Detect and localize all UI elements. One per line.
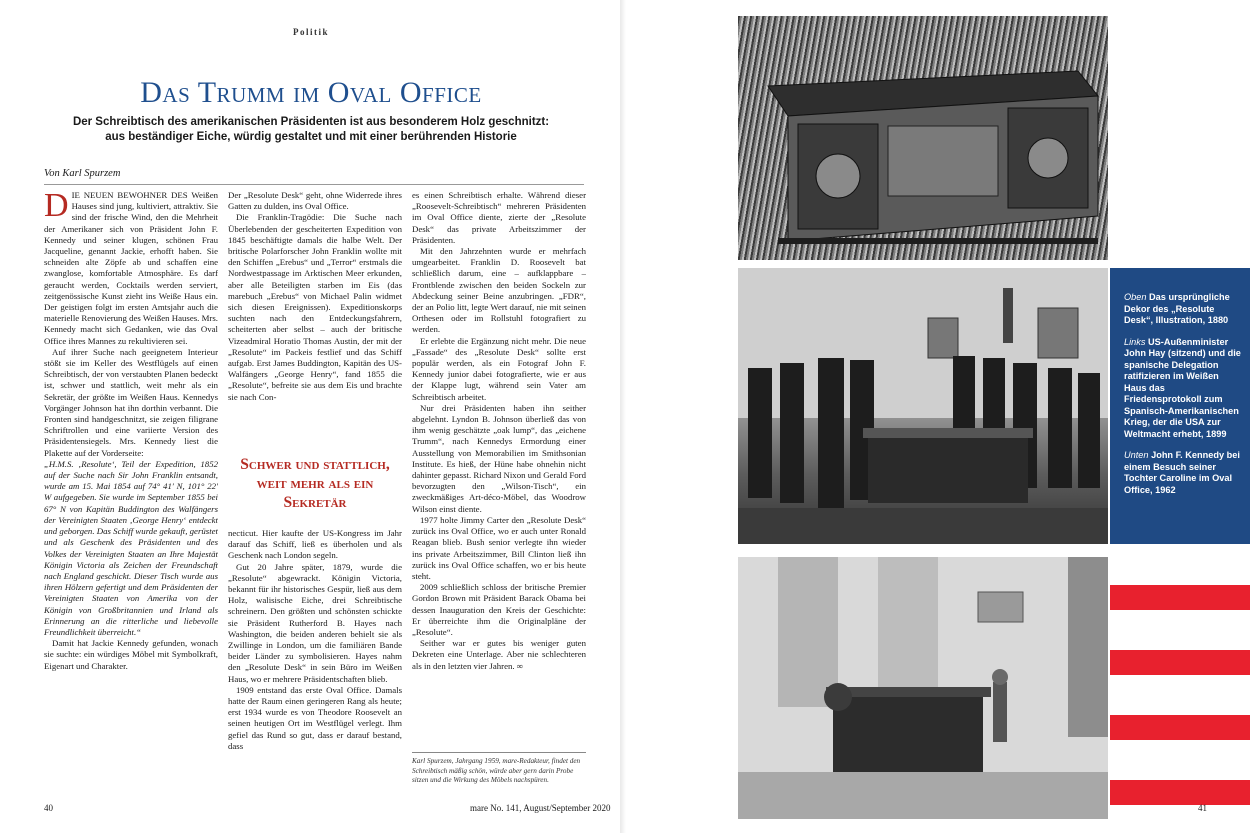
paragraph: necticut. Hier kaufte der US-Kongress im Jahr darauf das Schiff, ließ es überholen und als Geschenk nach London segeln. <box>228 528 402 561</box>
paragraph: Auf ihrer Suche nach geeignetem Interieur stößt sie im Keller des Westflügels auf einen Schreibtisch, der von verstaubten Planen bedeckt ist, schwer und stattlich, weit mehr als ein Sekretär, der größte im Weißen Haus. Kennedys Vorgänger Johnson hat ihn dorthin verbannt. Die Fronten sind handgeschnitzt, sie zeigen filigrane Schriftrollen und eine variierte Version des Präsidentensiegels. Mrs. Kennedy liest die Plakette auf der Vorderseite: <box>44 346 218 458</box>
section-label: Politik <box>292 27 329 37</box>
bio-rule <box>412 752 586 753</box>
paragraph: 1909 entstand das erste Oval Office. Damals hatte der Raum einen geringeren Rang als heute; erst 1934 wurde es von Theodore Roosevelt an seinen heutigen Ort im Westflügel verlegt. Ihm gefiel das Rund so gut, dass er darauf bestand, dass <box>228 684 402 751</box>
caption-top: Oben Das ursprüngliche Dekor des „Resolute Desk“, Illustration, 1880 <box>1124 292 1230 325</box>
paragraph: Gut 20 Jahre später, 1879, wurde die „Resolute“ abgewrackt. Königin Victoria, bekannt für ihr historisches Gespür, ließ aus dem Holz, walisische Eiche, drei Schreibtische schreinern. Den größten und schönsten schickte sie Präsident Rutherford B. Hayes nach Washington, die beiden anderen behielt sie als Zwillinge in London, um die familiären Bande beider Länder zu symbolisieren. Hayes nahm den „Resolute Desk“ in sein Büro im Weißen Haus, wo er mehrere Präsidentschaften blieb. <box>228 561 402 684</box>
kennedy-oval-office-photo-1962 <box>738 557 1108 819</box>
photo-captions <box>1124 292 1242 506</box>
drop-cap: D <box>44 190 69 224</box>
oval-office-scene <box>738 557 1108 819</box>
text-column-2 <box>228 190 402 452</box>
caption-left: Links US-Außenminister John Hay (sitzend) und die spanische Delegation ratifizieren im Weißen Haus das Friedensprotokoll zum Spanisch-Amerikanischen Krieg, der die USA zur Weltmacht erhebt, 1899 <box>1124 336 1241 439</box>
byline: Von Karl Spurzem <box>44 168 121 179</box>
article-subtitle <box>70 115 552 145</box>
text-column-3 <box>412 190 586 748</box>
right-page <box>628 0 1250 833</box>
page-number-right: 41 <box>1198 803 1207 813</box>
plaque-quote: „H.M.S. ‚Resolute‘, Teil der Expedition, 1852 auf der Suche nach Sir John Franklin entsandt, wurde am 15. Mai 1854 auf 74° 41′ N, 101° 22′ W aufgegeben. Sie wurde im September 1855 bei 67° N von Kapitän Buddington des Walfängers der Vereinigten Staaten ‚George Henry‘ entdeckt und geborgen. Das Schiff wurde gekauft, gerüstet und als Geschenk des Präsidenten und des Volkes der Vereinigten Staaten an Ihre Majestät Königin Victoria als Zeichen der Freundschaft nach England geschickt. Dieser Tisch wurde aus ihren Hölzern gefertigt und dem Präsidenten der Vereinigten Staaten von Amerika von der Königin von Großbritannien und Irland als Erinnerung an die ritterliche und liebevolle Freundlichkeit überreicht.“ <box>44 458 218 637</box>
delegation-scene <box>738 268 1108 544</box>
paragraph: 1977 holte Jimmy Carter den „Resolute Desk“ zurück ins Oval Office, wo er auch unter Ronald Reagan blieb. Bush senior verlegte ihn wieder ins private Arbeitszimmer, Bill Clinton ließ ihn zurück ins Oval Office schaffen, wo er bis heute steht. <box>412 514 586 581</box>
caption-bottom: Unten John F. Kennedy bei einem Besuch seiner Tochter Caroline im Oval Office, 1962 <box>1124 450 1240 495</box>
paragraph: DIE NEUEN BEWOHNER DES Weißen Hauses sind jung, kultiviert, attraktiv. Sie sind der frische Wind, den die Mehrheit der Amerikaner sich von Präsident John F. Kennedy und seiner klugen, schönen Frau Jacqueline, genannt Jackie, erhofft haben. Sie schneiden alte Zöpfe ab und schaffen eine zwanglose, komfortable Atmosphäre. Es darf geraucht werden, Cocktails werden serviert, zeitgenössische Kunst zieht ins Weiße Haus ein. Der geistigen folgt im ersten Amtsjahr auch die materielle Renovierung des Weißen Hauses. Mrs. Kennedy macht sich Gedanken, wie das Oval Office ihres Mannes zu rekultivieren sei. <box>44 190 218 346</box>
resolute-desk-illustration <box>738 16 1108 260</box>
paragraph: Seither war er gutes bis weniger guten Dekreten eine Unterlage. Aber nie schlechteren als in den letzten vier Jahren. ∞ <box>412 638 586 671</box>
desk-drawing <box>738 16 1108 260</box>
text-column-1 <box>44 190 218 788</box>
paragraph: Damit hat Jackie Kennedy gefunden, wonach sie suchte: ein würdiges Möbel mit Symbolkraft, Eigenart und Charakter. <box>44 638 218 671</box>
paragraph: Nur drei Präsidenten haben ihn seither abgelehnt. Lyndon B. Johnson überließ das von ihm wenig geschätzte „oak lump“, das „eichene Trumm“, nach Kennedys Ermordung einer Ausstellung von Memorabilien im Smithsonian Institute. Es hieß, der Hüne habe ohnehin nicht dahinter gepasst. Richard Nixon und Gerald Ford bevorzugten den „Wilson-Tisch“, ein zweckmäßiges Art-déco-Möbel, das Woodrow Wilson einst diente. <box>412 402 586 514</box>
flag-stripe <box>1110 585 1250 610</box>
left-page <box>0 0 622 833</box>
paragraph: 2009 schließlich schloss der britische Premier Gordon Brown mit Präsident Barack Obama bei dessen Inauguration den Kreis der Geschichte: Er überreichte ihm die Originalpläne der „Resolute“. <box>412 582 586 637</box>
flag-stripe <box>1110 650 1250 675</box>
author-bio: Karl Spurzem, Jahrgang 1959, mare-Redakteur, findet den Schreibtisch mäßig schön, würde aber gern darin Probe sitzen und die Wirkung des Möbels nachspüren. <box>412 757 581 784</box>
paragraph: Mit den Jahrzehnten wurde er mehrfach umgearbeitet. Franklin D. Roosevelt bat schließlich darum, eine – aufklappbare – Frontblende zwischen den beiden Sockeln zur Abdeckung seiner Beine anzubringen. „FDR“, der an Polio litt, legte Wert darauf, nie mit seinen Orthesen oder im Rollstuhl fotografiert zu werden. <box>412 246 586 335</box>
paragraph: Die Franklin-Tragödie: Die Suche nach Überlebenden der gescheiterten Expedition von 1845 beschäftigte damals die halbe Welt. Der britische Polarforscher John Franklin wollte mit den Schiffen „Erebus“ und „Terror“ erstmals die Nordwestpassage im Arktischen Meer erkunden, aber alle Beteiligten starben im Eis (das marebuch „Erebus“ von Michael Palin widmet sich diesen Ereignissen). Expeditionskorps suchten nach den Entdeckungsfahrern, scheiterten aber selbst – auch der britische Vizeadmiral Horatio Thomas Austin, der mit der „Resolute“ im Packeis festlief und das Schiff aufgab. Erst James Buddington, Kapitän des US-Walfängers „George Henry“, fand 1855 die „Resolute“, befreite sie aus dem Eis und brachte sie nach Con- <box>228 212 402 402</box>
paragraph: es einen Schreibtisch erhalte. Während dieser „Roosevelt-Schreibtisch“ mehreren Präsidenten im Oval Office diente, zierte der „Resolute Desk“ das private Arbeitszimmer der Präsidenten. <box>412 190 586 245</box>
paragraph: Er erlebte die Ergänzung nicht mehr. Die neue „Fassade“ des „Resolute Desk“ sollte erst populär werden, als ein Fotograf John F. Kennedy junior dabei fotografierte, wie er aus der Klappe lugt, während sein Vater am Schreibtisch arbeitet. <box>412 335 586 402</box>
issue-footer: mare No. 141, August/September 2020 <box>470 803 611 813</box>
delegation-photo-1899 <box>738 268 1108 544</box>
paragraph: Der „Resolute Desk“ geht, ohne Widerrede ihres Gatten zu dulden, ins Oval Office. <box>228 190 402 212</box>
flag-stripe <box>1110 715 1250 740</box>
article-title: Das Trumm im Oval Office <box>140 76 482 109</box>
flag-stripe <box>1110 780 1250 805</box>
header-rule <box>44 184 584 185</box>
page-number-left: 40 <box>44 803 53 813</box>
pull-quote: Schwer und stattlich, weit mehr als ein Sekretär <box>240 456 390 511</box>
subtitle-line-1: Der Schreibtisch des amerikanischen Präsidenten ist aus besonderem Holz geschnitzt: <box>72 116 550 128</box>
subtitle-line-2: aus beständiger Eiche, würdig gestaltet und mit einer berührenden Historie <box>105 131 517 143</box>
text-column-2-continued <box>228 528 402 790</box>
